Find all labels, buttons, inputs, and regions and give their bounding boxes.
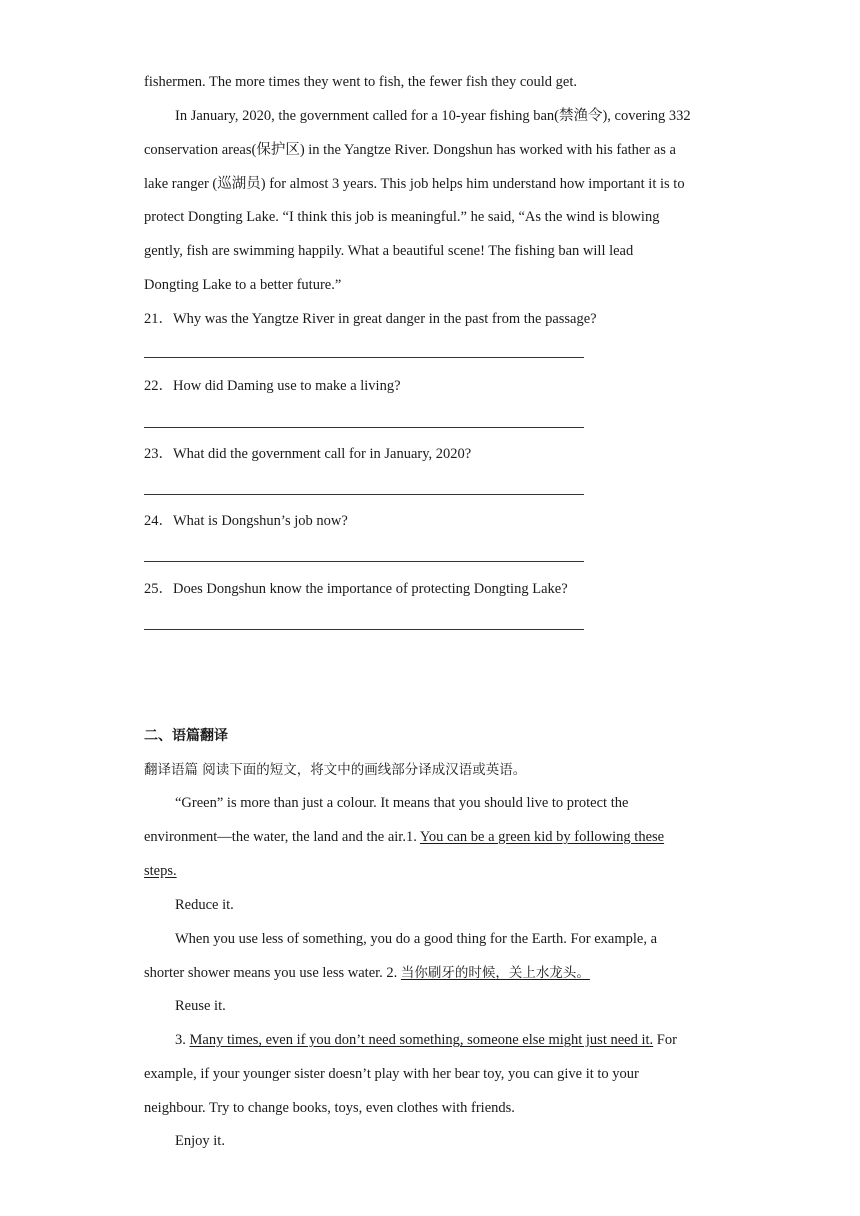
answer-line-21[interactable] <box>144 357 584 358</box>
reuse-line1 <box>175 1030 677 1050</box>
question-number: 23． <box>144 446 173 462</box>
answer-line-25[interactable] <box>144 629 584 630</box>
passage-line-2: In January, 2020, the government called for a 10-year fishing ban(禁渔令), covering 332 <box>175 108 691 124</box>
question-number: 22． <box>144 378 173 394</box>
question-22 <box>144 376 401 396</box>
question-text: What is Dongshun’s job now? <box>173 513 348 529</box>
reuse-title: Reuse it. <box>175 998 226 1014</box>
question-text: How did Daming use to make a living? <box>173 378 401 394</box>
question-text: What did the government call for in January, 2020? <box>173 446 472 462</box>
question-23 <box>144 444 471 464</box>
plain-text: For <box>653 1032 677 1048</box>
passage-line-1: fishermen. The more times they went to fish, the fewer fish they could get. <box>144 74 578 90</box>
question-number: 21． <box>144 311 173 327</box>
plain-text: environment—the water, the land and the air.1. <box>144 829 420 845</box>
translation-p1-line2 <box>144 827 664 847</box>
answer-line-23[interactable] <box>144 494 584 495</box>
reduce-title: Reduce it. <box>175 897 234 913</box>
underlined-sentence-3: Many times, even if you don’t need something, someone else might just need it. <box>189 1032 654 1048</box>
question-21 <box>144 309 597 329</box>
question-number: 24． <box>144 513 173 529</box>
passage-line-4: lake ranger (巡湖员) for almost 3 years. This job helps him understand how important it is to <box>144 176 685 192</box>
reuse-line3: neighbour. Try to change books, toys, even clothes with friends. <box>144 1100 515 1116</box>
underlined-sentence-2: 当你刷牙的时候，关上水龙头。 <box>400 965 590 981</box>
passage-line-5: protect Dongting Lake. “I think this job is meaningful.” he said, “As the wind is blowing <box>144 209 660 225</box>
underlined-sentence-1: You can be a green kid by following these <box>419 829 665 845</box>
plain-text: shorter shower means you use less water. 2. <box>144 965 401 981</box>
passage-line-6: gently, fish are swimming happily. What a beautiful scene! The fishing ban will lead <box>144 243 634 259</box>
question-number: 25． <box>144 581 173 597</box>
question-text: Does Dongshun know the importance of protecting Dongting Lake? <box>173 581 568 597</box>
answer-line-24[interactable] <box>144 561 584 562</box>
passage-line-7: Dongting Lake to a better future.” <box>144 277 342 293</box>
reuse-line2: example, if your younger sister doesn’t play with her bear toy, you can give it to your <box>144 1066 639 1082</box>
translation-p1-line1: “Green” is more than just a colour. It means that you should live to protect the <box>175 795 629 811</box>
question-24 <box>144 511 348 531</box>
answer-line-22[interactable] <box>144 427 584 428</box>
passage-line-3: conservation areas(保护区) in the Yangtze River. Dongshun has worked with his father as a <box>144 142 676 158</box>
question-25 <box>144 579 568 599</box>
reduce-line1: When you use less of something, you do a good thing for the Earth. For example, a <box>175 931 658 947</box>
section-instruction: 翻译语篇 阅读下面的短文，将文中的画线部分译成汉语或英语。 <box>144 762 527 778</box>
reduce-line2 <box>144 963 590 983</box>
underlined-sentence-1-cont: steps. <box>144 863 177 879</box>
plain-text: 3. <box>175 1032 190 1048</box>
question-text: Why was the Yangtze River in great danger in the past from the passage? <box>173 311 597 327</box>
section-heading: 二、语篇翻译 <box>144 728 228 744</box>
enjoy-title: Enjoy it. <box>175 1133 225 1149</box>
